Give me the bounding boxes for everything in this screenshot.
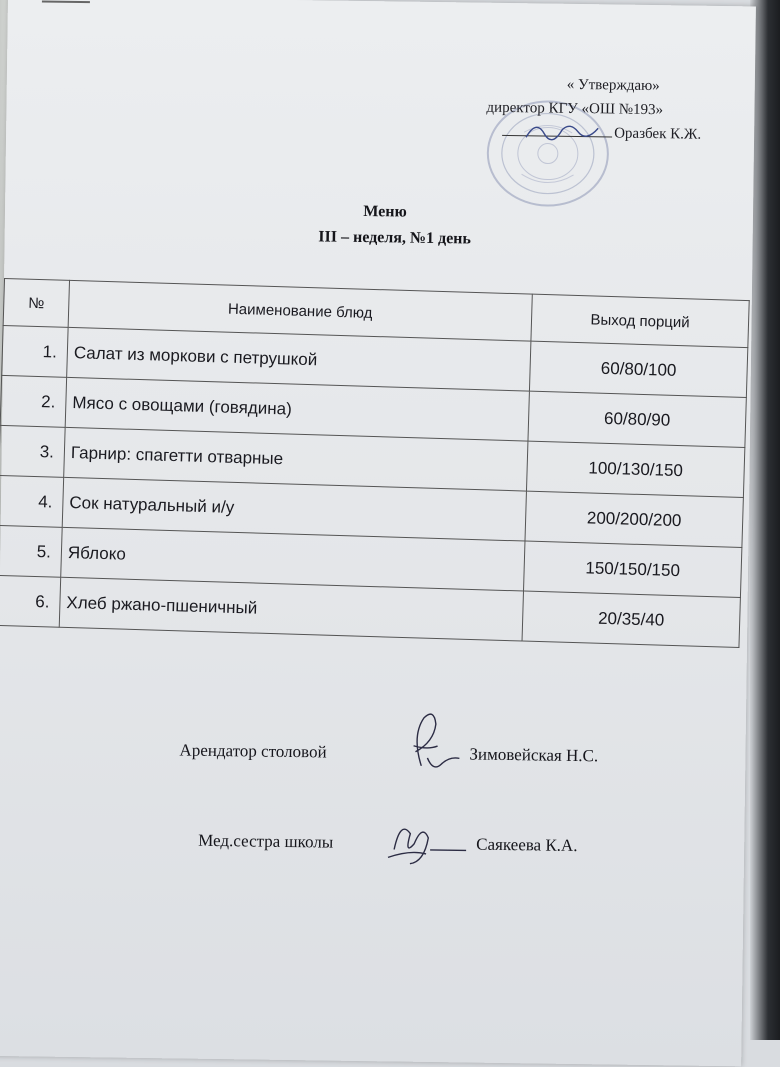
desk-right-edge (750, 0, 780, 1040)
row-number: 3. (0, 425, 65, 477)
menu-table (0, 278, 750, 648)
dish-name: Хлеб ржано-пшеничный (59, 577, 523, 641)
portion-size: 200/200/200 (525, 491, 743, 547)
approval-line-2: директор КГУ «ОШ №193» (486, 99, 664, 119)
portion-size: 100/130/150 (526, 441, 744, 497)
canteen-tenant-name: Зимовейская Н.С. (469, 744, 599, 766)
portion-size: 20/35/40 (522, 591, 740, 647)
page-title: Меню (363, 202, 407, 221)
school-nurse-label: Мед.сестра школы (198, 830, 334, 852)
column-header-number: № (3, 278, 69, 327)
dish-name: Гарнир: спагетти отварные (64, 427, 528, 491)
page-fold-mark (42, 0, 90, 3)
canteen-tenant-label: Арендатор столовой (179, 740, 327, 762)
portion-size: 60/80/90 (528, 391, 746, 447)
row-number: 2. (0, 375, 66, 427)
column-header-portion: Выход порций (531, 294, 749, 347)
row-number: 6. (0, 575, 61, 627)
director-signature (522, 115, 602, 146)
dish-name: Сок натуральный и/у (62, 477, 526, 541)
dish-name: Салат из моркови с петрушкой (67, 327, 531, 391)
portion-size: 150/150/150 (524, 541, 742, 597)
school-nurse-name: Саякеева К.А. (476, 834, 578, 856)
row-number: 4. (0, 475, 64, 527)
dish-name: Мясо с овощами (говядина) (65, 377, 529, 441)
dish-name: Яблоко (61, 527, 525, 591)
approval-line-1: « Утверждаю» (566, 76, 660, 95)
approval-director-name: Оразбек К.Ж. (614, 125, 702, 143)
nurse-signature (380, 809, 471, 870)
row-number: 1. (2, 325, 68, 377)
row-number: 5. (0, 525, 62, 577)
page-subtitle: III – неделя, №1 день (318, 228, 472, 248)
portion-size: 60/80/100 (529, 341, 747, 397)
tenant-signature (393, 705, 464, 776)
column-header-dish: Наименование блюд (68, 280, 532, 341)
